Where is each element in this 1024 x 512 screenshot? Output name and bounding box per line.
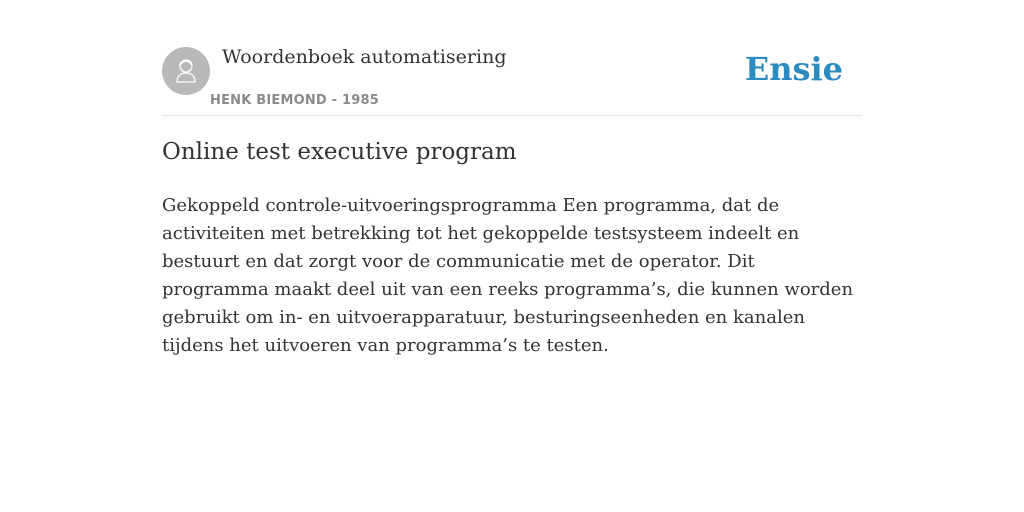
author-name: HENK BIEMOND bbox=[210, 93, 327, 108]
source-title[interactable]: Woordenboek automatisering bbox=[222, 46, 507, 68]
entry-title: Online test executive program bbox=[162, 139, 517, 165]
header bbox=[162, 40, 862, 116]
entry-definition: Gekoppeld controle-uitvoeringsprogramma Een programma, dat de activiteiten met betrekking tot het gekoppelde testsysteem indeelt en bestuurt en dat zorgt voor de communicatie met de operator. Dit programma maakt deel uit van een reeks programma’s, die kunnen worden gebruikt om in- en uitvoerapparatuur, besturingseenheden en kanalen tijdens het uitvoeren van programma’s te testen. bbox=[162, 195, 854, 356]
user-icon bbox=[173, 57, 199, 85]
ensie-logo[interactable]: Ensie bbox=[744, 50, 843, 88]
avatar[interactable] bbox=[162, 47, 210, 95]
publication-year: 1985 bbox=[342, 93, 379, 108]
source-meta bbox=[210, 93, 379, 108]
meta-separator: - bbox=[326, 93, 342, 108]
